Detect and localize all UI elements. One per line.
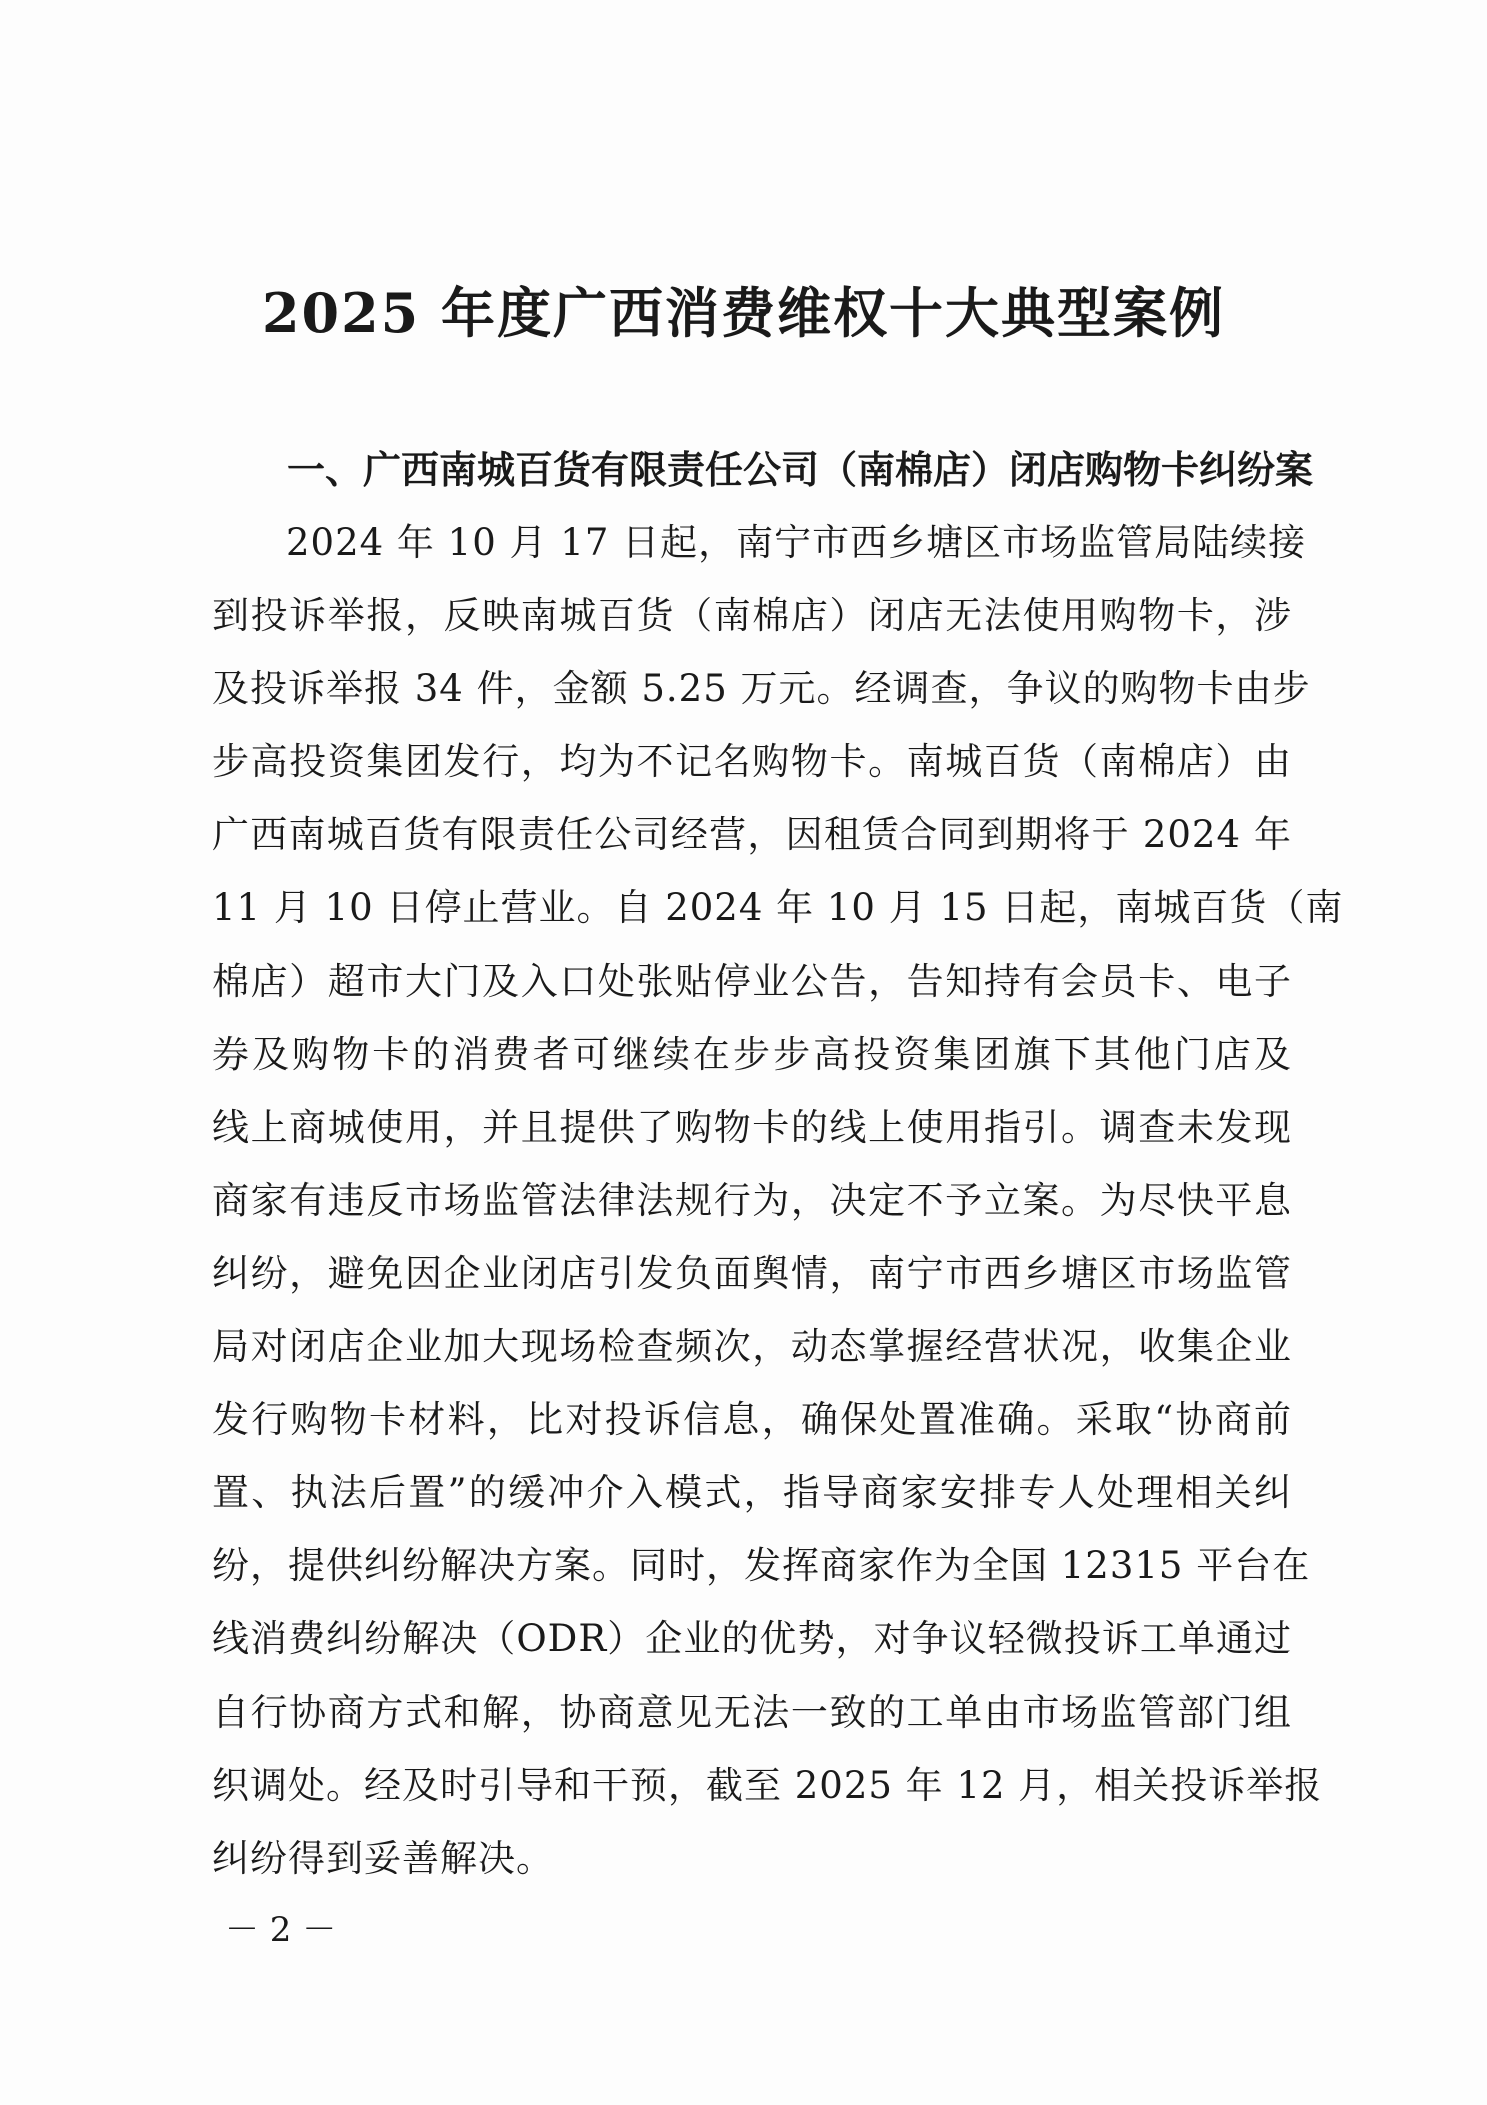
body-line: 2024 年 10 月 17 日起，南宁市西乡塘区市场监管局陆续接 [286, 521, 1307, 564]
body-line: 纠纷，避免因企业闭店引发负面舆情，南宁市西乡塘区市场监管 [212, 1251, 1292, 1295]
body-line: 及投诉举报 34 件，金额 5.25 万元。经调查，争议的购物卡由步 [212, 667, 1311, 711]
page-number: － 2 － [225, 1910, 337, 1950]
body-line: 置、执法后置”的缓冲介入模式，指导商家安排专人处理相关纠 [212, 1471, 1292, 1515]
document-title: 2025 年度广西消费维权十大典型案例 [261, 281, 1226, 345]
body-line: 广西南城百货有限责任公司经营，因租赁合同到期将于 2024 年 [212, 813, 1292, 857]
body-line: 自行协商方式和解，协商意见无法一致的工单由市场监管部门组 [212, 1690, 1292, 1734]
body-line: 到投诉举报，反映南城百货（南棉店）闭店无法使用购物卡，涉 [212, 594, 1292, 638]
body-line: 商家有违反市场监管法律法规行为，决定不予立案。为尽快平息 [212, 1178, 1292, 1222]
body-line: 织调处。经及时引导和干预，截至 2025 年 12 月，相关投诉举报 [212, 1763, 1323, 1807]
body-line: 11 月 10 日停止营业。自 2024 年 10 月 15 日起，南城百货（南 [212, 886, 1344, 930]
body-line: 步高投资集团发行，均为不记名购物卡。南城百货（南棉店）由 [212, 740, 1292, 784]
body-line: 局对闭店企业加大现场检查频次，动态掌握经营状况，收集企业 [212, 1325, 1292, 1369]
body-line: 线消费纠纷解决（ODR）企业的优势，对争议轻微投诉工单通过 [212, 1617, 1292, 1661]
body-line: 纷，提供纠纷解决方案。同时，发挥商家作为全国 12315 平台在 [212, 1544, 1311, 1588]
body-line: 线上商城使用，并且提供了购物卡的线上使用指引。调查未发现 [212, 1105, 1292, 1149]
section-heading: 一、广西南城百货有限责任公司（南棉店）闭店购物卡纠纷案 [287, 447, 1314, 492]
body-line: 券及购物卡的消费者可继续在步步高投资集团旗下其他门店及 [212, 1032, 1292, 1076]
body-line: 纠纷得到妥善解决。 [212, 1836, 554, 1880]
body-line: 发行购物卡材料，比对投诉信息，确保处置准确。采取“协商前 [212, 1398, 1292, 1442]
case-body-text [212, 506, 1344, 1895]
body-line: 棉店）超市大门及入口处张贴停业公告，告知持有会员卡、电子 [212, 959, 1292, 1003]
